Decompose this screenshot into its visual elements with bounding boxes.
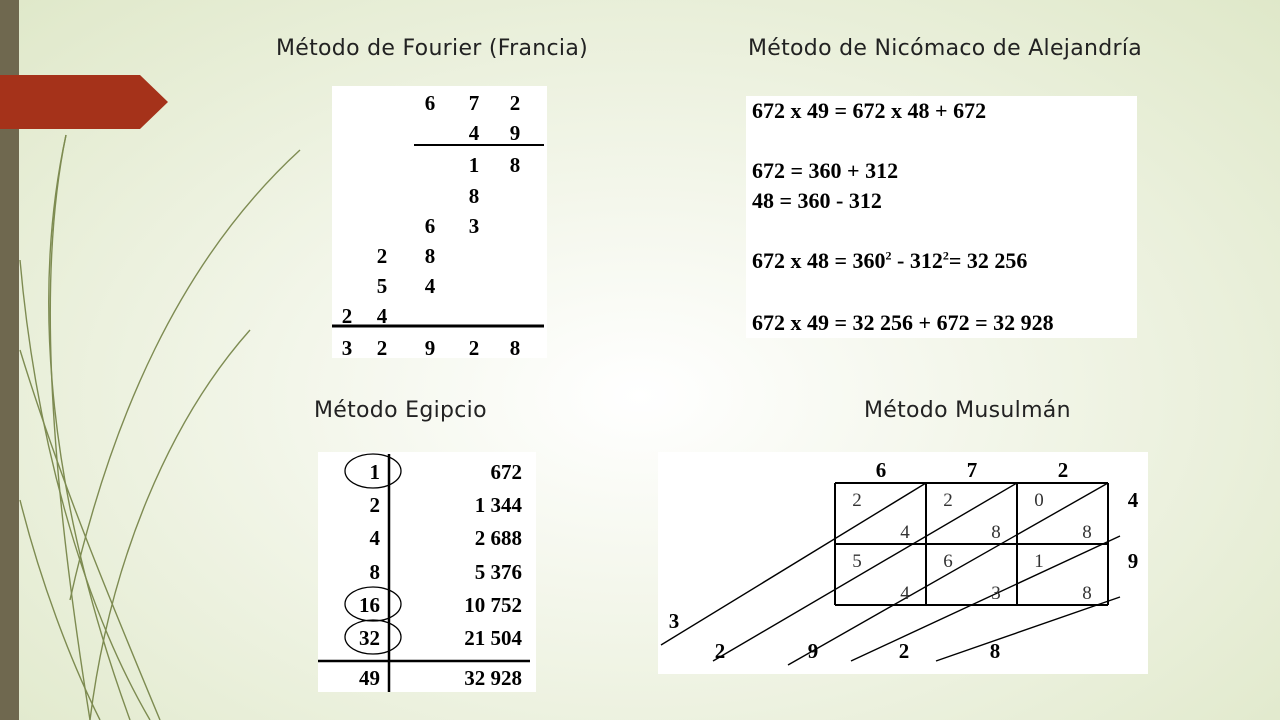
fourier-digit: 2 — [341, 304, 353, 328]
fourier-digit: 4 — [376, 304, 388, 328]
nicomaco-line-3: 48 = 360 - 312 — [752, 188, 882, 213]
fourier-digit: 1 — [468, 153, 480, 177]
fourier-digit: 3 — [468, 214, 480, 238]
fourier-digit: 8 — [509, 153, 521, 177]
lattice-cell-top-digit: 5 — [852, 551, 862, 572]
lattice-cell-top-digit: 6 — [943, 551, 953, 572]
egipcio-right-value: 2 688 — [474, 526, 522, 550]
heading-fourier: Método de Fourier (Francia) — [276, 36, 588, 61]
fourier-digit: 2 — [376, 336, 388, 358]
heading-musulman: Método Musulmán — [864, 398, 1071, 423]
fourier-digit: 6 — [424, 214, 436, 238]
lattice-result-digit: 2 — [714, 639, 726, 663]
lattice-top-digit: 7 — [966, 458, 978, 482]
nicomaco-line-4: 672 x $48 = 360^2 - 312^2= 32$ 256 — [752, 248, 1028, 273]
fourier-digit: 4 — [424, 274, 436, 298]
lattice-diagonal — [713, 483, 1017, 661]
fourier-digit: 9 — [509, 121, 521, 145]
lattice-cell-bottom-digit: 4 — [900, 583, 910, 604]
lattice-cell-bottom-digit: 3 — [991, 583, 1001, 604]
lattice-diagonal — [851, 536, 1120, 661]
egipcio-table — [318, 452, 536, 692]
lattice-cell-bottom-digit: 8 — [1082, 522, 1092, 543]
egipcio-total-right: 32 928 — [464, 666, 522, 690]
lattice-right-digit: 9 — [1127, 549, 1139, 573]
egipcio-left-value: 4 — [369, 526, 380, 550]
lattice-result-digit: 9 — [807, 639, 819, 663]
lattice-cell-bottom-digit: 8 — [991, 522, 1001, 543]
lattice-cell-bottom-digit: 4 — [900, 522, 910, 543]
egipcio-left-value: 16 — [359, 593, 380, 617]
fourier-panel — [332, 86, 547, 358]
nicomaco-line-2: 672 = 360 + 312 — [752, 158, 899, 183]
egipcio-panel — [318, 452, 536, 692]
fourier-digit: 7 — [468, 91, 480, 115]
egipcio-right-value: 21 504 — [464, 626, 522, 650]
fourier-digit: 6 — [424, 91, 436, 115]
egipcio-right-value: 1 344 — [474, 493, 522, 517]
lattice-cell-top-digit: 0 — [1034, 490, 1044, 511]
fourier-digit: 5 — [376, 274, 388, 298]
fourier-digit: 2 — [509, 91, 521, 115]
fourier-grid — [332, 86, 547, 358]
lattice-cell-top-digit: 2 — [852, 490, 862, 511]
fourier-digit: 8 — [424, 244, 436, 268]
lattice-top-digit: 6 — [875, 458, 887, 482]
musulman-panel — [658, 452, 1148, 674]
lattice-right-digit: 4 — [1127, 488, 1139, 512]
egipcio-left-value: 1 — [369, 460, 380, 484]
lattice-cell-bottom-digit: 8 — [1082, 583, 1092, 604]
lattice-result-digit: 2 — [898, 639, 910, 663]
egipcio-right-value: 10 752 — [464, 593, 522, 617]
lattice-top-digit: 2 — [1057, 458, 1069, 482]
fourier-digit: 4 — [468, 121, 480, 145]
egipcio-right-value: 5 376 — [474, 560, 522, 584]
nicomaco-panel — [746, 96, 1137, 338]
egipcio-total-left: 49 — [359, 666, 380, 690]
fourier-digit: 2 — [468, 336, 480, 358]
lattice-cell-top-digit: 2 — [943, 490, 953, 511]
lattice-result-digit: 3 — [668, 609, 680, 633]
heading-nicomaco: Método de Nicómaco de Alejandría — [748, 36, 1143, 61]
heading-egipcio: Método Egipcio — [314, 398, 487, 423]
decorative-curves — [0, 0, 320, 720]
lattice-cell-top-digit: 1 — [1034, 551, 1044, 572]
egipcio-left-value: 32 — [359, 626, 380, 650]
nicomaco-line-5: 672 x 49 = 32 256 + 672 = 32 928 — [752, 310, 1054, 335]
lattice-diagonal — [936, 597, 1120, 661]
fourier-digit: 3 — [341, 336, 353, 358]
fourier-digit: 8 — [468, 184, 480, 208]
nicomaco-line-1: 672 x 49 = 672 x 48 + 672 — [752, 98, 987, 123]
musulman-lattice — [658, 452, 1148, 674]
egipcio-left-value: 8 — [369, 560, 380, 584]
lattice-diagonal — [661, 483, 926, 645]
lattice-result-digit: 8 — [989, 639, 1001, 663]
fourier-digit: 8 — [509, 336, 521, 358]
egipcio-left-value: 2 — [369, 493, 380, 517]
fourier-digit: 9 — [424, 336, 436, 358]
fourier-digit: 2 — [376, 244, 388, 268]
egipcio-right-value: 672 — [490, 460, 522, 484]
